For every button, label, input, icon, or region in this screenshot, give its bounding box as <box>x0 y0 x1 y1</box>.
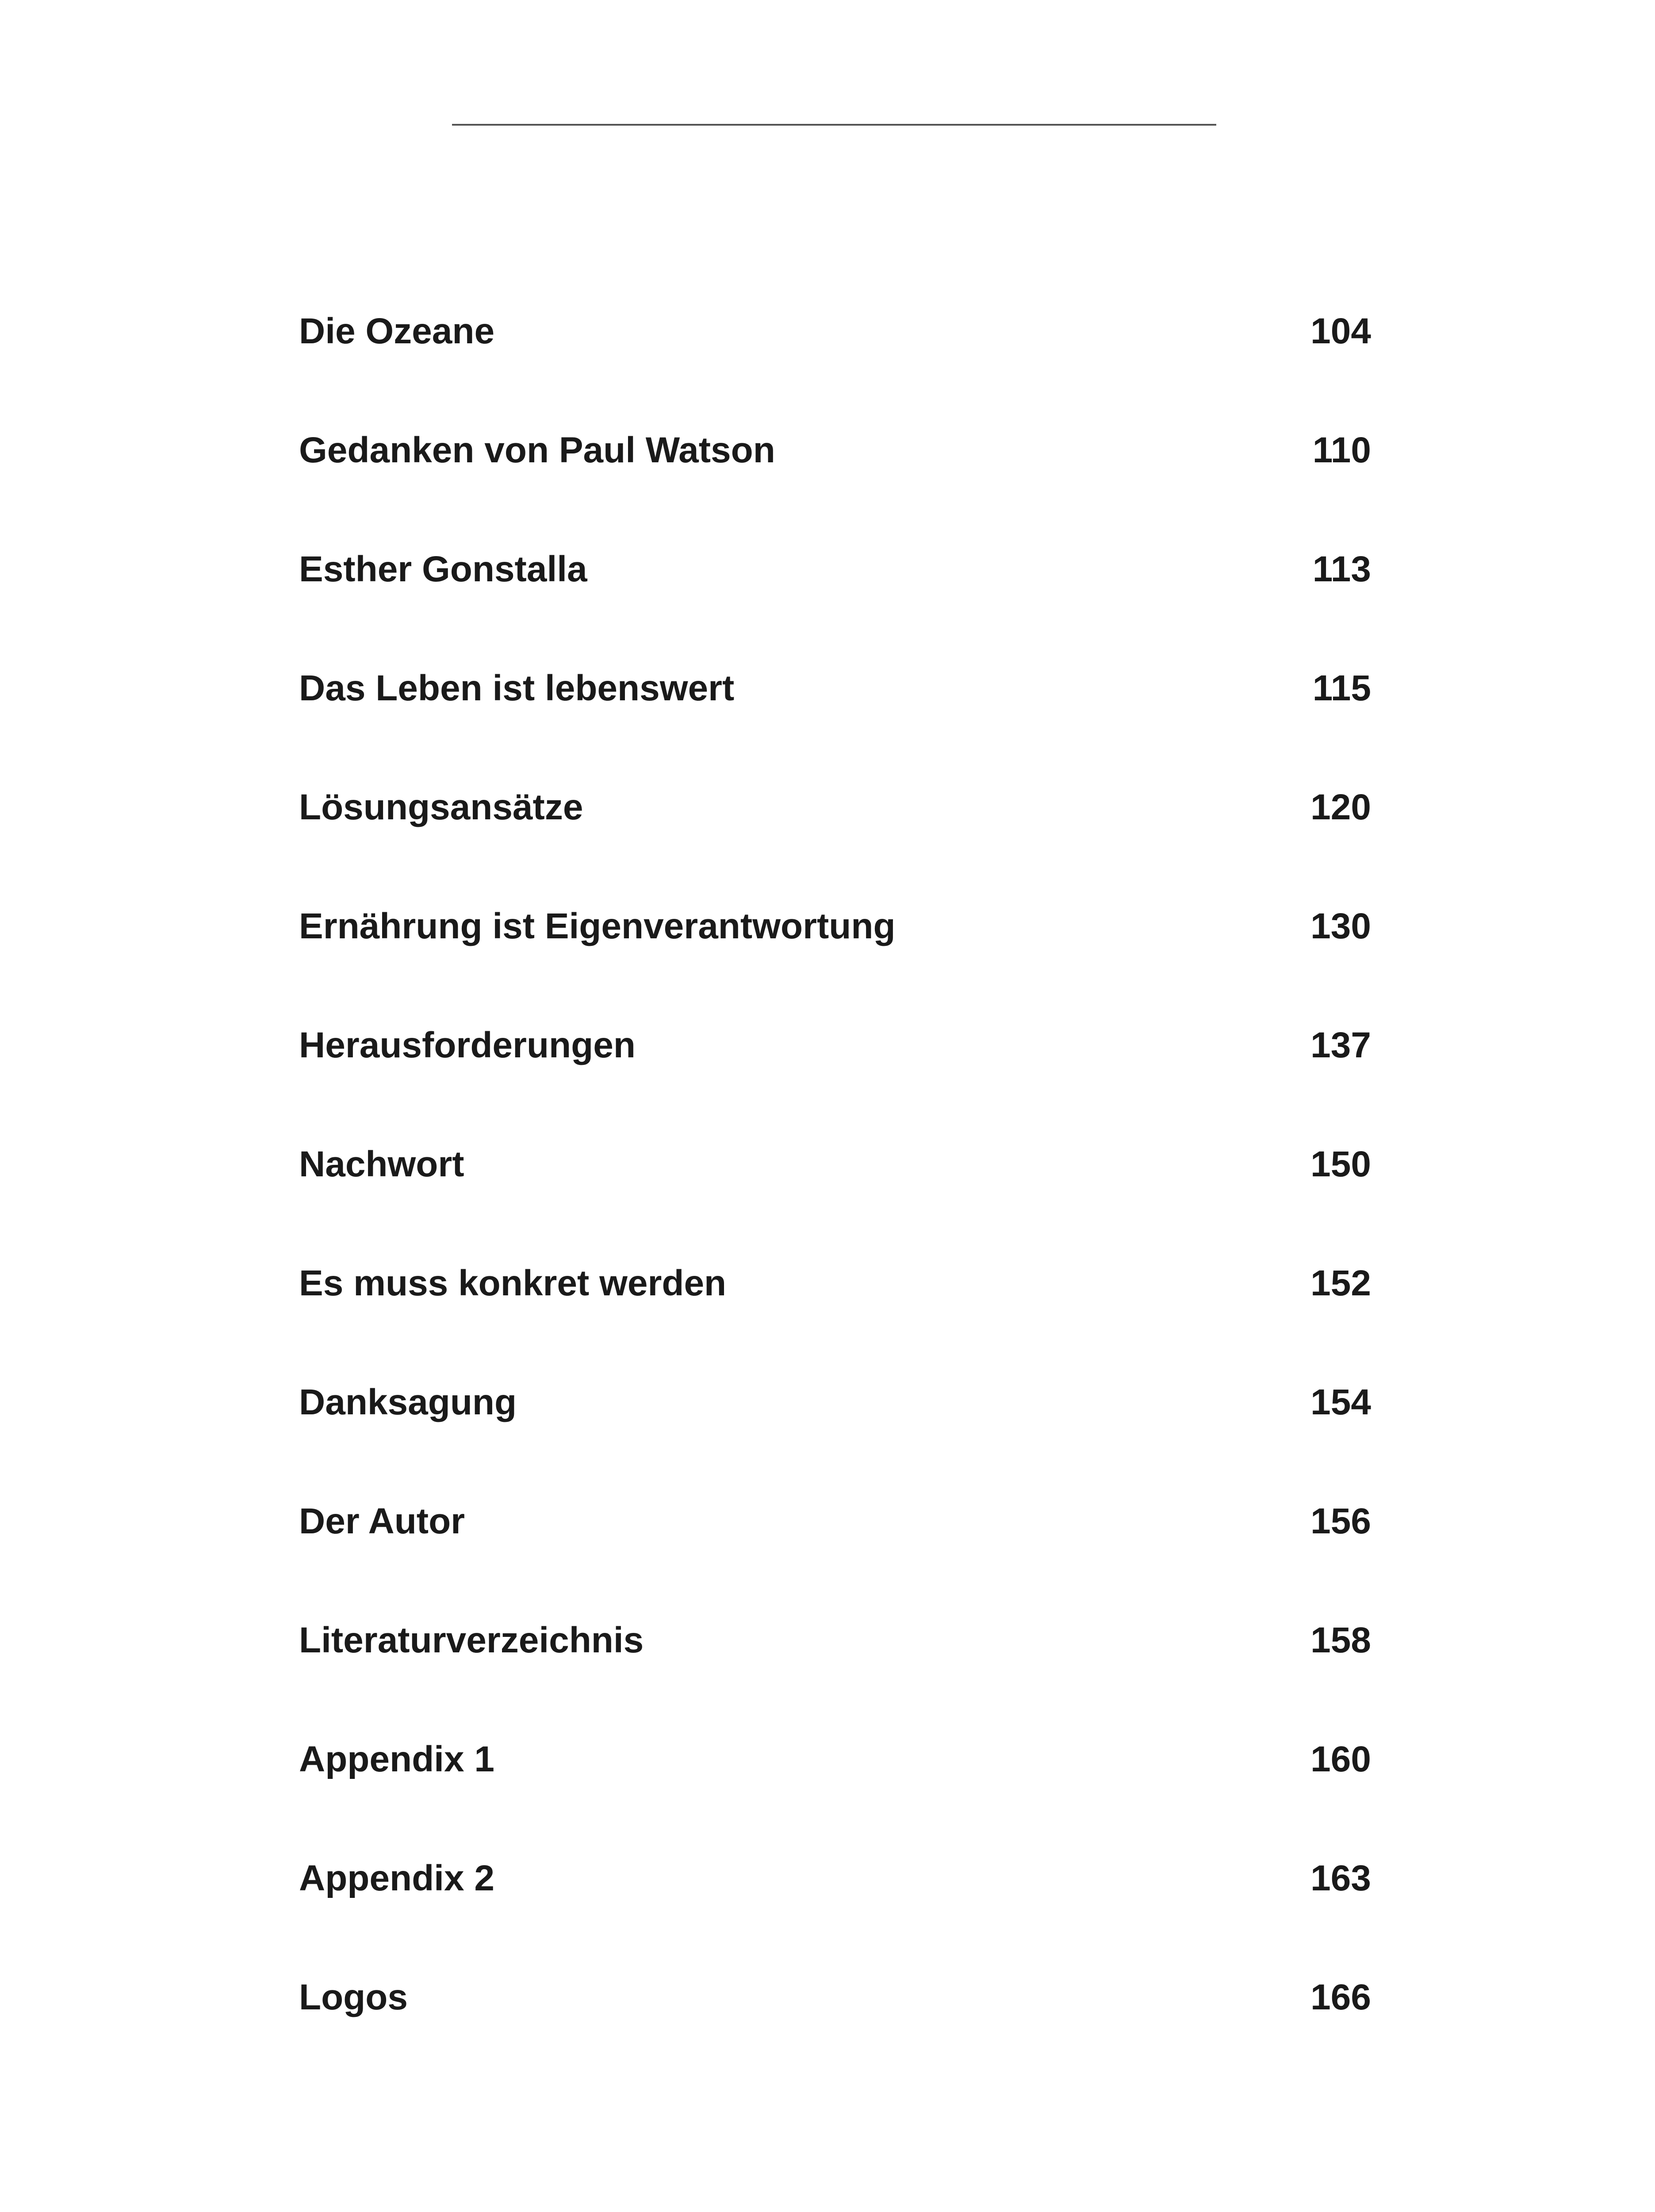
toc-entry-logos <box>299 1973 1371 2092</box>
toc-entry-der-autor <box>299 1497 1371 1616</box>
toc-entry-danksagung <box>299 1378 1371 1497</box>
toc-entry-title: Der Autor <box>299 1501 465 1541</box>
table-of-contents <box>299 307 1371 2092</box>
toc-entry-title: Logos <box>299 1977 408 2017</box>
toc-entry-page: 156 <box>1310 1501 1371 1541</box>
toc-entry-page: 160 <box>1310 1739 1371 1779</box>
toc-entry-appendix-1 <box>299 1735 1371 1854</box>
toc-entry-page: 154 <box>1310 1382 1371 1422</box>
toc-entry-page: 166 <box>1310 1977 1371 2017</box>
toc-entry-title: Appendix 1 <box>299 1739 494 1779</box>
toc-entry-die-ozeane <box>299 307 1371 426</box>
toc-entry-page: 110 <box>1312 430 1371 470</box>
toc-entry-title: Nachwort <box>299 1144 464 1184</box>
toc-entry-nachwort <box>299 1140 1371 1259</box>
header-rule <box>452 124 1216 126</box>
toc-entry-loesungsansaetze <box>299 783 1371 902</box>
toc-entry-title: Appendix 2 <box>299 1858 494 1898</box>
toc-entry-herausforderungen <box>299 1021 1371 1140</box>
toc-entry-page: 120 <box>1310 787 1371 827</box>
toc-entry-gedanken-von-paul-watson <box>299 426 1371 545</box>
toc-entry-page: 137 <box>1310 1025 1371 1065</box>
toc-entry-page: 104 <box>1310 311 1371 351</box>
toc-entry-page: 152 <box>1310 1263 1371 1303</box>
toc-entry-literaturverzeichnis <box>299 1616 1371 1735</box>
toc-entry-page: 113 <box>1312 549 1371 589</box>
toc-entry-title: Gedanken von Paul Watson <box>299 430 775 470</box>
toc-entry-das-leben-ist-lebenswert <box>299 664 1371 783</box>
toc-entry-es-muss-konkret-werden <box>299 1259 1371 1378</box>
toc-entry-esther-gonstalla <box>299 545 1371 664</box>
toc-entry-ernaehrung-ist-eigenverantwortung <box>299 902 1371 1021</box>
toc-entry-page: 130 <box>1310 906 1371 946</box>
toc-entry-title: Das Leben ist lebenswert <box>299 668 735 708</box>
toc-entry-title: Literaturverzeichnis <box>299 1620 644 1660</box>
toc-entry-title: Danksagung <box>299 1382 517 1422</box>
toc-entry-page: 115 <box>1312 668 1371 708</box>
toc-entry-appendix-2 <box>299 1854 1371 1973</box>
toc-entry-title: Esther Gonstalla <box>299 549 587 589</box>
toc-entry-title: Es muss konkret werden <box>299 1263 727 1303</box>
toc-entry-title: Herausforderungen <box>299 1025 636 1065</box>
toc-entry-page: 158 <box>1310 1620 1371 1660</box>
toc-entry-page: 150 <box>1310 1144 1371 1184</box>
toc-entry-title: Die Ozeane <box>299 311 495 351</box>
toc-entry-title: Lösungsansätze <box>299 787 583 827</box>
toc-entry-title: Ernährung ist Eigenverantwortung <box>299 906 896 946</box>
toc-entry-page: 163 <box>1310 1858 1371 1898</box>
